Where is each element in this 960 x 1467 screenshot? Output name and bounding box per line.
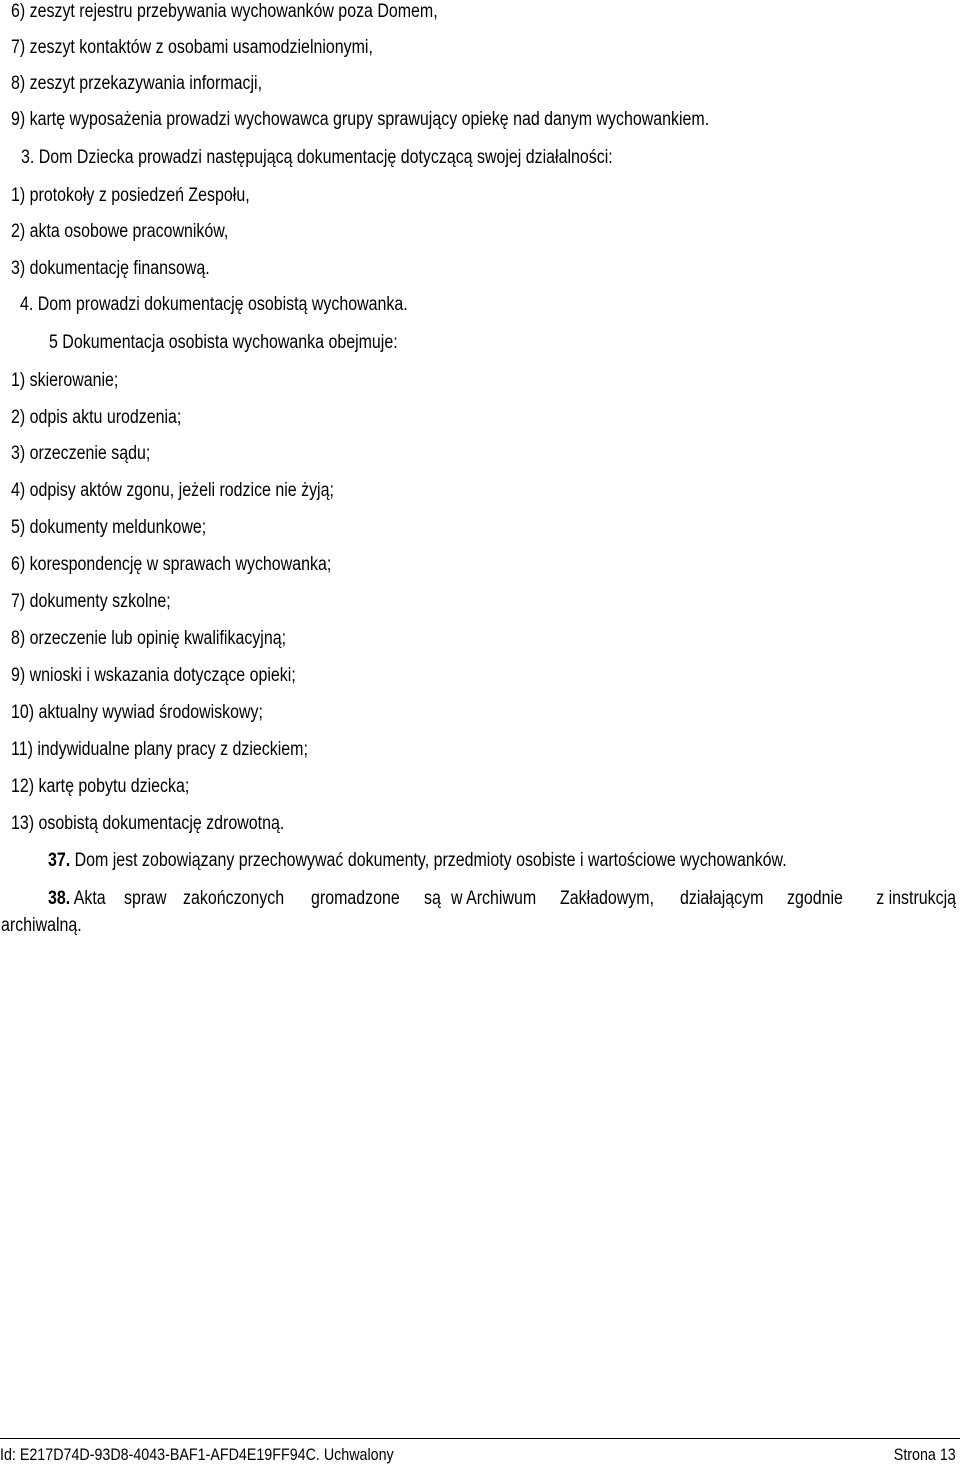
list-item: 8) orzeczenie lub opinię kwalifikacyjną;	[11, 628, 287, 649]
paragraph-number: 38.	[48, 888, 71, 909]
list-item: 3) dokumentację finansową.	[11, 258, 210, 279]
paragraph-text: Dom jest zobowiązany przechowywać dokumenty, przedmioty osobiste i wartościowe wychowanków.	[74, 850, 787, 871]
list-item: 5) dokumenty meldunkowe;	[11, 517, 207, 538]
list-item: 3) orzeczenie sądu;	[11, 443, 151, 464]
list-item: 7) zeszyt kontaktów z osobami usamodzielnionymi,	[11, 37, 373, 58]
paragraph-38-continuation: archiwalną.	[1, 915, 82, 936]
list-item: 13) osobistą dokumentację zdrowotną.	[11, 813, 285, 834]
list-item: 2) akta osobowe pracowników,	[11, 221, 229, 242]
paragraph-word: zakończonych	[182, 888, 284, 909]
paragraph-38-start	[48, 887, 106, 911]
paragraph-word: zgodnie	[786, 888, 843, 909]
list-item: 4) odpisy aktów zgonu, jeżeli rodzice nie żyją;	[11, 480, 334, 501]
list-item: 6) korespondencję w sprawach wychowanka;	[11, 554, 332, 575]
footer-divider	[0, 1438, 960, 1439]
document-id: Id: E217D74D-93D8-4043-BAF1-AFD4E19FF94C. Uchwalony	[0, 1445, 394, 1464]
page-number: Strona 13	[894, 1445, 956, 1464]
list-item: 2) odpis aktu urodzenia;	[11, 407, 182, 428]
paragraph-word: w Archiwum	[451, 888, 537, 909]
paragraph-38	[11, 887, 956, 911]
paragraph-word: Akta	[73, 888, 106, 909]
section-heading: 4. Dom prowadzi dokumentację osobistą wychowanka.	[20, 294, 408, 315]
list-item: 1) protokoły z posiedzeń Zespołu,	[11, 185, 250, 206]
list-item: 1) skierowanie;	[11, 370, 119, 391]
paragraph-38-first-line	[11, 887, 956, 911]
list-item: 7) dokumenty szkolne;	[11, 591, 171, 612]
list-item: 10) aktualny wywiad środowiskowy;	[11, 702, 263, 723]
list-item: 9) kartę wyposażenia prowadzi wychowawca grupy sprawujący opiekę nad danym wychowankiem.	[11, 109, 710, 130]
list-item: 11) indywidualne plany pracy z dzieckiem;	[11, 739, 308, 760]
paragraph-word: działającym	[679, 888, 764, 909]
paragraph-word: Zakładowym,	[560, 888, 655, 909]
paragraph-word: są	[423, 888, 441, 909]
list-item: 6) zeszyt rejestru przebywania wychowanków poza Domem,	[11, 1, 438, 22]
section-heading: 5 Dokumentacja osobista wychowanka obejmuje:	[49, 332, 398, 353]
paragraph-word: gromadzone	[310, 888, 400, 909]
list-item: 12) kartę pobytu dziecka;	[11, 776, 190, 797]
paragraph-number: 37.	[48, 850, 71, 871]
list-item: 9) wnioski i wskazania dotyczące opieki;	[11, 665, 296, 686]
section-heading: 3. Dom Dziecka prowadzi następującą dokumentację dotyczącą swojej działalności:	[21, 147, 613, 168]
list-item: 8) zeszyt przekazywania informacji,	[11, 73, 263, 94]
paragraph-word: spraw	[124, 888, 167, 909]
paragraph-word: z instrukcją	[876, 888, 956, 909]
paragraph-37	[48, 849, 787, 873]
